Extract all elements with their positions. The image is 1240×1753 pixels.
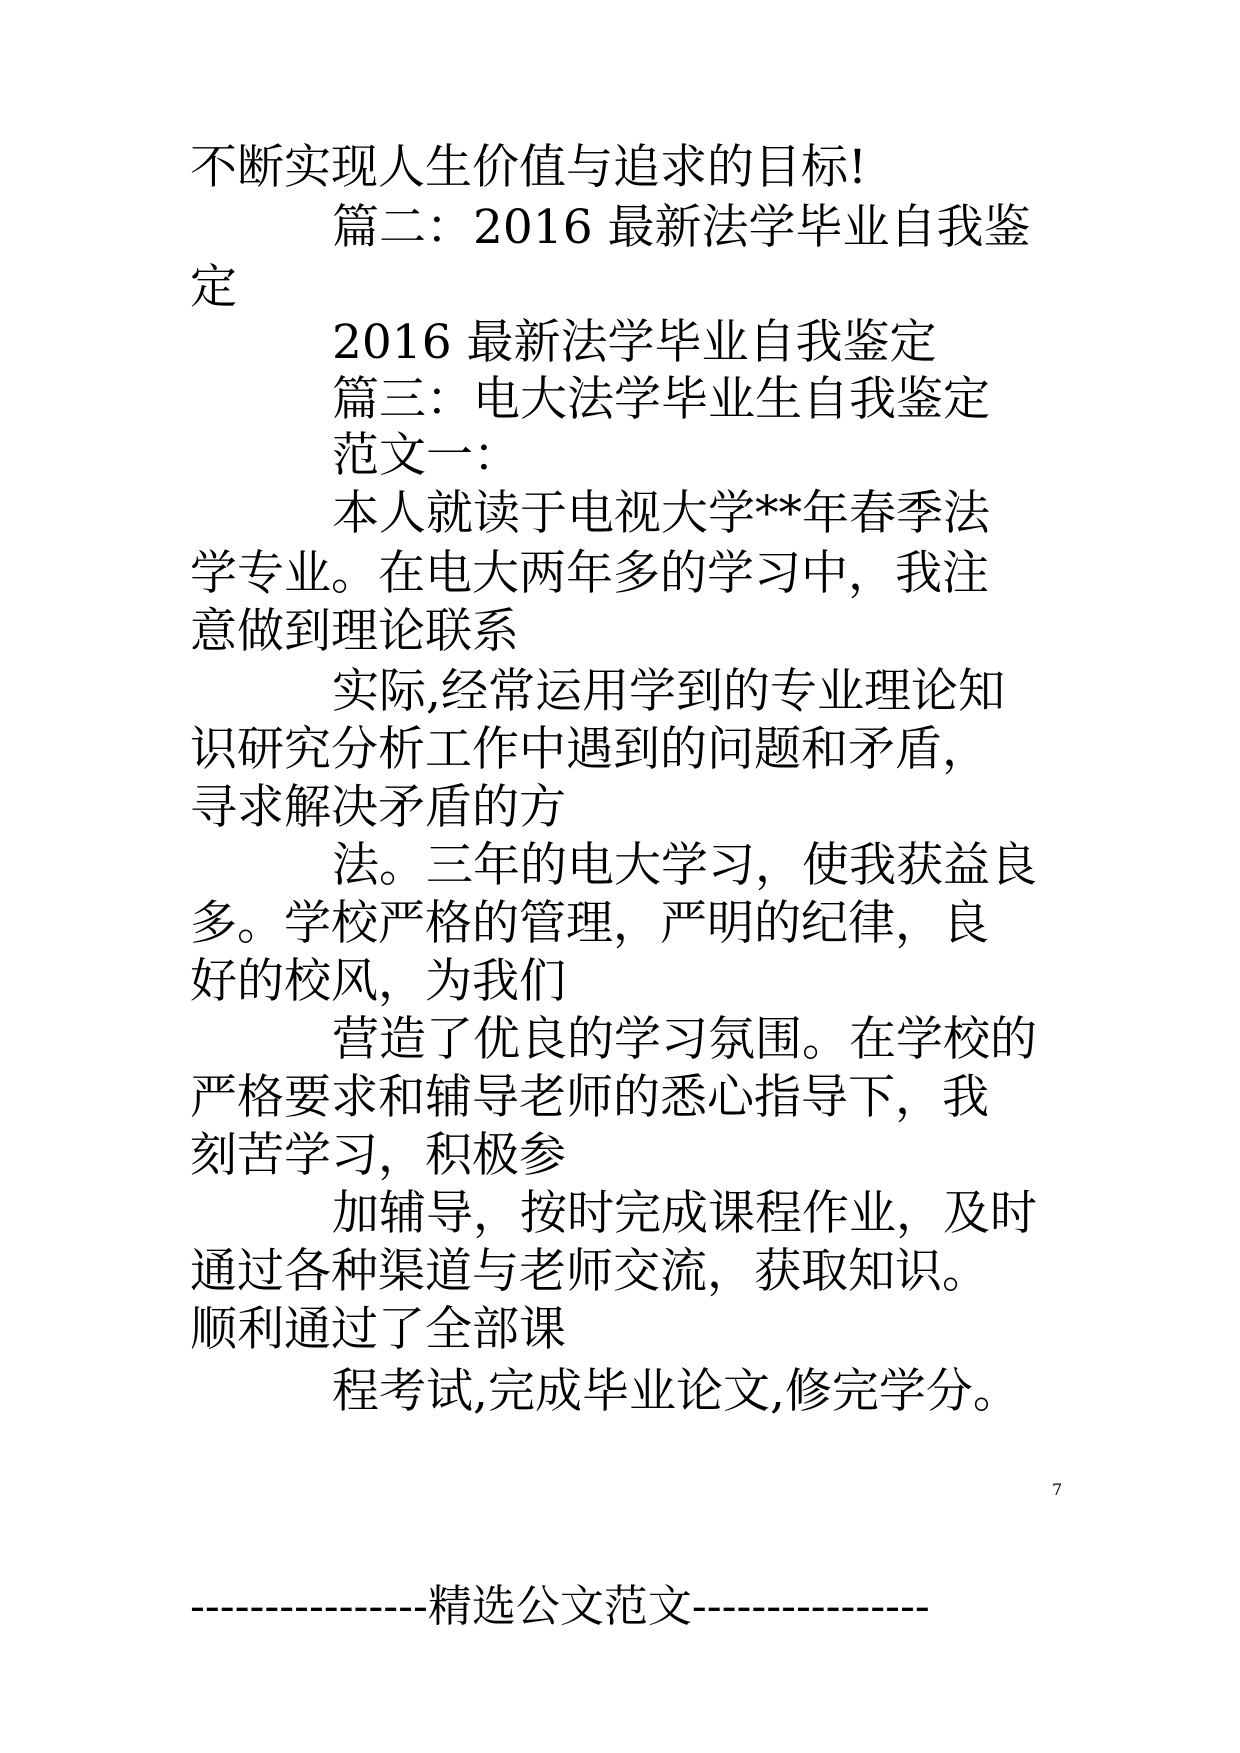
text-line-6: 范文一： <box>332 428 520 483</box>
text-line-13: 法。三年的电大学习，使我获益良 <box>332 838 1037 893</box>
text-line-2: 篇二：2016 最新法学毕业自我鉴 <box>332 200 1031 255</box>
text-line-5: 篇三：电大法学毕业生自我鉴定 <box>332 372 990 427</box>
text-line-17: 严格要求和辅导老师的悉心指导下，我 <box>190 1070 989 1125</box>
text-line-21: 顺利通过了全部课 <box>190 1302 566 1357</box>
text-line-7: 本人就读于电视大学**年春季法 <box>332 486 990 541</box>
text-line-10: 实际,经常运用学到的专业理论知 <box>332 664 1005 719</box>
text-line-16: 营造了优良的学习氛围。在学校的 <box>332 1012 1037 1067</box>
footer-text: ----------------精选公文范文---------------- <box>190 1581 930 1632</box>
text-line-14: 多。学校严格的管理，严明的纪律，良 <box>190 896 989 951</box>
page-number: 7 <box>1052 1480 1063 1499</box>
text-line-15: 好的校风，为我们 <box>190 954 566 1009</box>
text-line-18: 刻苦学习，积极参 <box>190 1128 566 1183</box>
text-line-22: 程考试,完成毕业论文,修完学分。 <box>332 1364 1020 1419</box>
text-line-11: 识研究分析工作中遇到的问题和矛盾， <box>190 722 989 777</box>
text-line-9: 意做到理论联系 <box>190 604 519 659</box>
text-line-4: 2016 最新法学毕业自我鉴定 <box>332 315 937 370</box>
text-line-12: 寻求解决矛盾的方 <box>190 780 566 835</box>
text-line-20: 通过各种渠道与老师交流，获取知识。 <box>190 1244 989 1299</box>
text-line-19: 加辅导，按时完成课程作业，及时 <box>332 1186 1037 1241</box>
text-line-1: 不断实现人生价值与追求的目标! <box>190 140 867 195</box>
text-line-8: 学专业。在电大两年多的学习中，我注 <box>190 546 989 601</box>
text-line-3: 定 <box>190 260 237 315</box>
